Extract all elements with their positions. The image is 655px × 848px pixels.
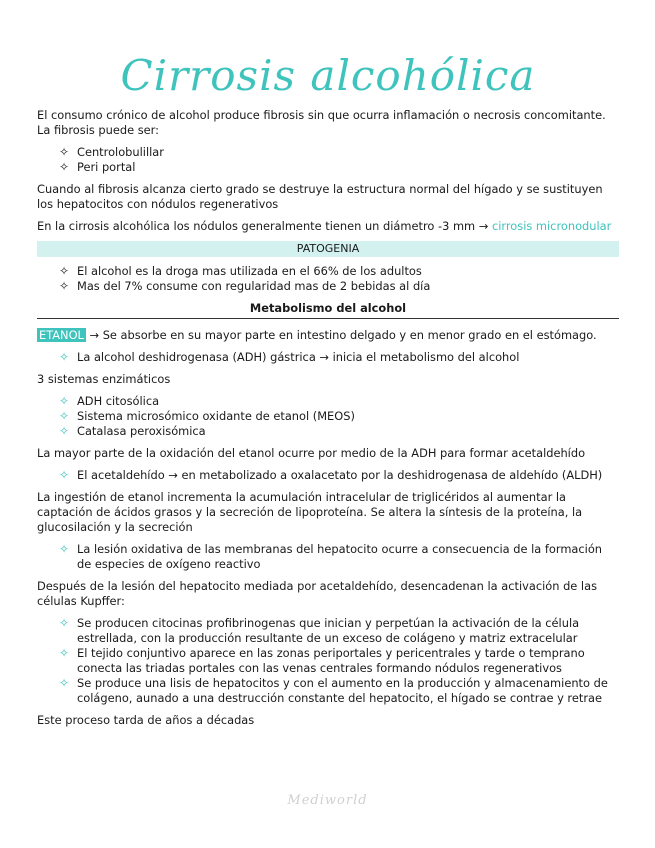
list-item: ✧ Peri portal <box>59 160 136 174</box>
list-item: ✧ ADH citosólica <box>59 394 160 408</box>
systems-label: 3 sistemas enzimáticos <box>37 372 171 386</box>
nodules-paragraph: En la cirrosis alcohólica los nódulos generalmente tienen un diámetro -3 mm → cirrosis micronodular <box>37 219 612 233</box>
list-item: ✧ La lesión oxidativa de las membranas del hepatocito ocurre a consecuencia de la formación de especies de oxígeno reactivo <box>59 542 603 571</box>
adh-list <box>37 350 619 365</box>
star-bullet-icon: ✧ <box>59 394 70 408</box>
kupffer-list <box>37 616 619 706</box>
star-bullet-icon: ✧ <box>59 145 70 159</box>
star-bullet-icon: ✧ <box>59 616 70 630</box>
list-item: ✧ El acetaldehído → en metabolizado a oxalacetato por la deshidrogenasa de aldehído (ALDH) <box>59 468 603 482</box>
closing-paragraph: Este proceso tarda de años a décadas <box>37 713 255 727</box>
etanol-paragraph: ETANOL → Se absorbe en su mayor parte en intestino delgado y en menor grado en el estómago. <box>39 328 597 342</box>
star-bullet-icon: ✧ <box>59 409 70 423</box>
star-bullet-icon: ✧ <box>59 646 70 660</box>
star-bullet-icon: ✧ <box>59 468 70 482</box>
star-bullet-icon: ✧ <box>59 279 70 293</box>
micronodular-highlight: cirrosis micronodular <box>491 219 612 233</box>
list-item: ✧ El alcohol es la droga mas utilizada en el 66% de los adultos <box>59 264 422 278</box>
list-item: ✧ Se producen citocinas profibrinogenas que inician y perpetúan la activación de la célula estrellada, con la producción resultante de un exceso de colágeno y matriz extracelular <box>59 616 580 645</box>
star-bullet-icon: ✧ <box>59 350 70 364</box>
list-item: ✧ Mas del 7% consume con regularidad mas de 2 bebidas al día <box>59 279 431 293</box>
kupffer-paragraph: Después de la lesión del hepatocito mediada por acetaldehído, desencadenan la activación de las células Kupffer: <box>37 579 598 608</box>
ingestion-paragraph: La ingestión de etanol incrementa la acumulación intracelular de triglicéridos al aumentar la captación de ácidos grasos y la secreción de lipoproteína. Se altera la síntesis de la proteína, la glucosilación y la secreción <box>37 490 583 534</box>
lesion-list <box>37 542 619 572</box>
page-title: Cirrosis alcohólica <box>120 51 536 100</box>
intro-paragraph: El consumo crónico de alcohol produce fibrosis sin que ocurra inflamación o necrosis concomitante. La fibrosis puede ser: <box>37 108 606 137</box>
list-item: ✧ El tejido conjuntivo aparece en las zonas periportales y pericentrales y tarde o temprano conecta las triadas portales con las venas centrales formando nódulos regenerativos <box>59 646 585 675</box>
acetaldehyde-list <box>37 468 619 483</box>
fibrosis-paragraph: Cuando al fibrosis alcanza cierto grado se destruye la estructura normal del hígado y se sustituyen los hepatocitos con nódulos regenerativos <box>37 182 603 211</box>
star-bullet-icon: ✧ <box>59 542 70 556</box>
list-item: ✧ Centrolobulillar <box>59 145 164 159</box>
star-bullet-icon: ✧ <box>59 676 70 690</box>
section-heading-patogenia: PATOGENIA <box>37 241 619 257</box>
list-item: ✧ Catalasa peroxisómica <box>59 424 206 438</box>
list-item: ✧ Se produce una lisis de hepatocitos y con el aumento en la producción y almacenamiento de colágeno, aunado a una destrucción constante del hepatocito, el hígado se contrae y retrae <box>59 676 608 705</box>
oxidation-paragraph: La mayor parte de la oxidación del etanol ocurre por medio de la ADH para formar acetaldehído <box>37 446 586 460</box>
list-item: ✧ La alcohol deshidrogenasa (ADH) gástrica → inicia el metabolismo del alcohol <box>59 350 520 364</box>
etanol-tag: ETANOL <box>39 328 84 342</box>
watermark-logo: Mediworld <box>287 793 368 808</box>
list-item: ✧ Sistema microsómico oxidante de etanol (MEOS) <box>59 409 355 423</box>
fibrosis-types-list <box>37 145 619 175</box>
star-bullet-icon: ✧ <box>59 160 70 174</box>
enzyme-systems-list <box>37 394 619 439</box>
patogenia-list <box>37 264 619 294</box>
document-page <box>37 0 619 735</box>
section-heading-metabolismo: Metabolismo del alcohol <box>37 301 619 319</box>
star-bullet-icon: ✧ <box>59 264 70 278</box>
star-bullet-icon: ✧ <box>59 424 70 438</box>
